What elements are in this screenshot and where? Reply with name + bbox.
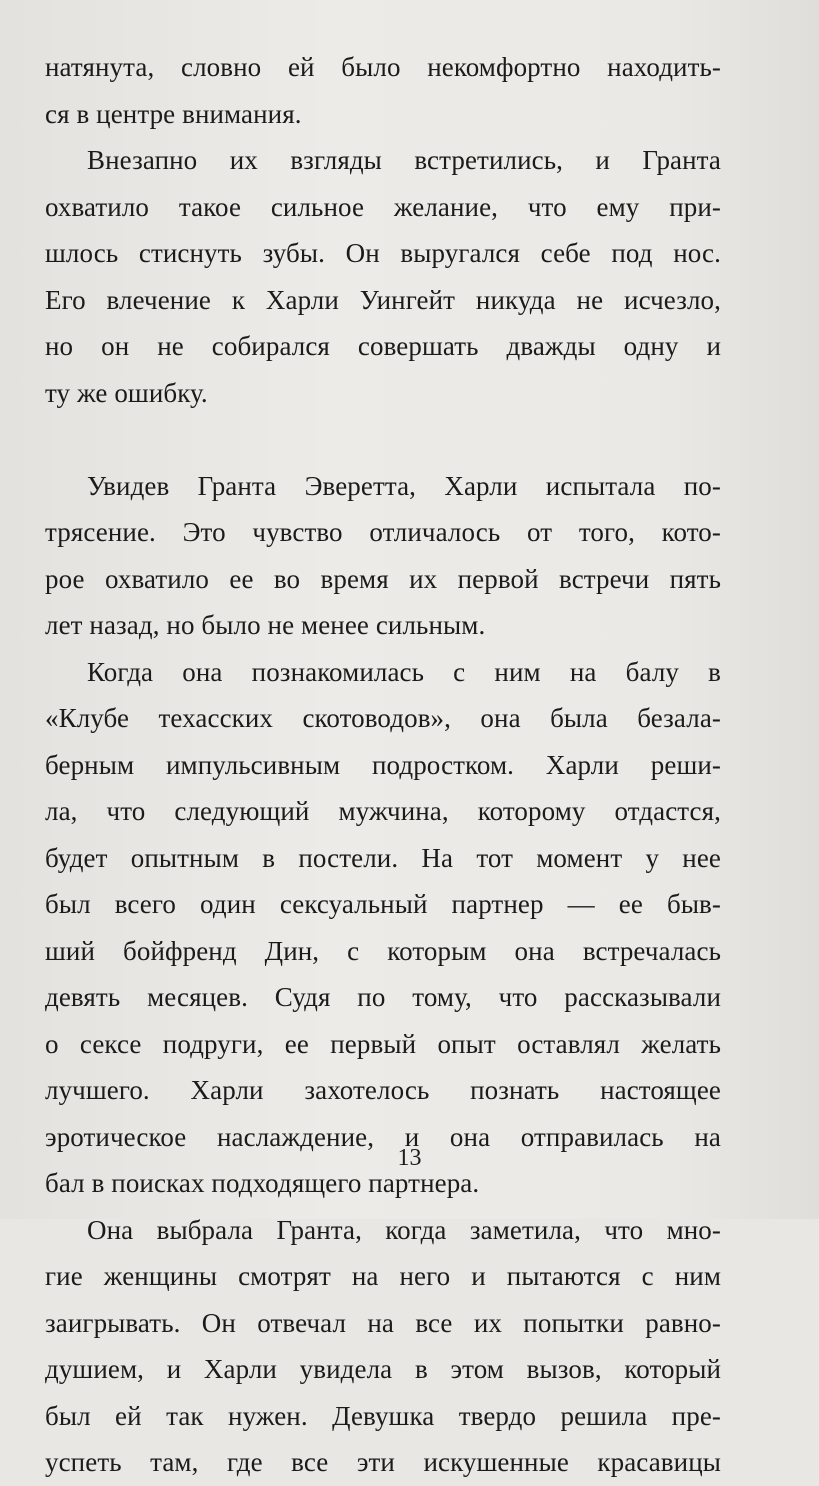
body-text bbox=[45, 44, 721, 1486]
text-line: лучшего. Харли захотелось познать настоящее bbox=[45, 1075, 721, 1105]
text-line: Его влечение к Харли Уингейт никуда не исчезло, bbox=[45, 284, 721, 315]
text-line: девять месяцев. Судя по тому, что рассказывали bbox=[45, 982, 721, 1012]
text-line: но он не собирался совершать дважды одну и bbox=[45, 331, 721, 361]
text-line: Увидев Гранта Эверетта, Харли испытала по- bbox=[87, 470, 721, 501]
text-line: Она выбрала Гранта, когда заметила, что мно- bbox=[87, 1214, 721, 1245]
text-line: о сексе подруги, ее первый опыт оставлял желать bbox=[45, 1028, 721, 1059]
text-line: шлось стиснуть зубы. Он выругался себе под нос. bbox=[45, 238, 721, 268]
text-line: охватило такое сильное желание, что ему при- bbox=[45, 191, 721, 222]
text-line: Внезапно их взгляды встретились, и Гранта bbox=[87, 145, 721, 175]
text-line: будет опытным в постели. На тот момент у нее bbox=[45, 842, 721, 873]
page-number: 13 bbox=[397, 1145, 422, 1171]
text-line: ся в центре внимания. bbox=[45, 98, 302, 129]
text-line: берным импульсивным подростком. Харли реши- bbox=[45, 749, 721, 780]
text-line: трясение. Это чувство отличалось от того, кото- bbox=[45, 517, 721, 547]
text-line: ший бойфренд Дин, с которым она встречалась bbox=[45, 935, 721, 966]
text-line: душием, и Харли увидела в этом вызов, который bbox=[45, 1354, 721, 1384]
text-line: эротическое наслаждение, и она отправилась на bbox=[45, 1121, 721, 1152]
text-line: гие женщины смотрят на него и пытаются с ним bbox=[45, 1261, 721, 1291]
text-line: был ей так нужен. Девушка твердо решила пре- bbox=[45, 1400, 721, 1431]
text-line: ту же ошибку. bbox=[45, 377, 208, 408]
text-line: «Клубе техасских скотоводов», она была безала- bbox=[45, 703, 721, 733]
text-line: успеть там, где все эти искушенные красавицы bbox=[45, 1447, 721, 1477]
text-line: натянута, словно ей было некомфортно находить- bbox=[45, 52, 721, 82]
text-line: бал в поисках подходящего партнера. bbox=[45, 1168, 480, 1198]
text-line: был всего один сексуальный партнер — ее быв- bbox=[45, 889, 721, 919]
text-line: лет назад, но было не менее сильным. bbox=[45, 610, 486, 640]
text-line: заигрывать. Он отвечал на все их попытки равно- bbox=[45, 1307, 721, 1338]
text-line: Когда она познакомилась с ним на балу в bbox=[87, 656, 721, 687]
text-line: ла, что следующий мужчина, которому отдастся, bbox=[45, 796, 721, 826]
paragraph-gap bbox=[45, 416, 721, 463]
text-line: рое охватило ее во время их первой встречи пять bbox=[45, 563, 721, 594]
